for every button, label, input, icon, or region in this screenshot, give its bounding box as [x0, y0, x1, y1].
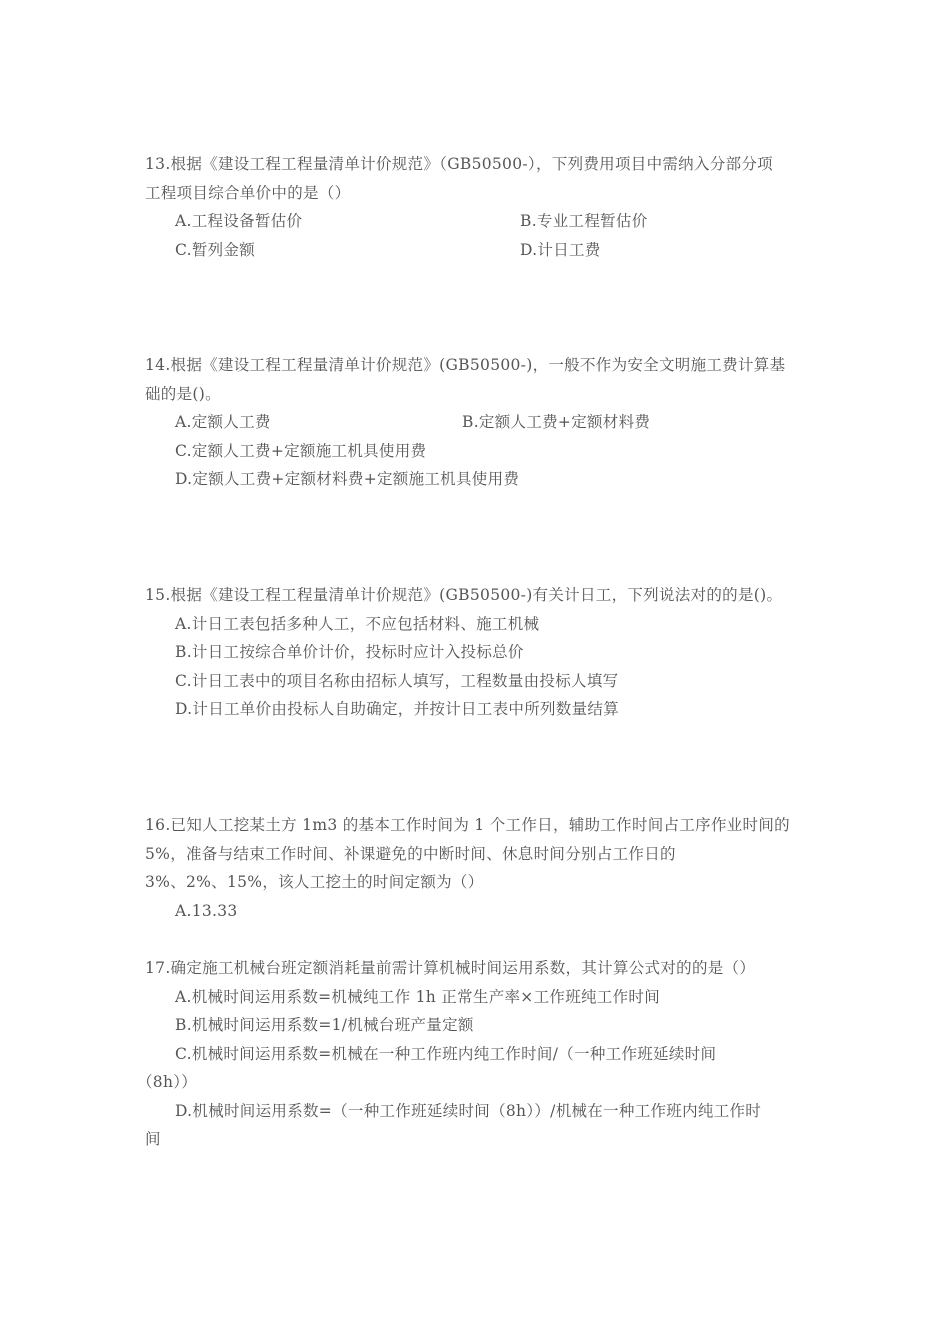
question-17: [137, 954, 815, 1154]
question-15-option-b: B.计日工按综合单价计价，投标时应计入投标总价: [175, 643, 524, 661]
question-15-option-a: A.计日工表包括多种人工，不应包括材料、施工机械: [175, 614, 540, 633]
question-13-option-a: A.工程设备暂估价: [175, 212, 303, 230]
question-13-stem-line-2: 工程项目综合单价中的是（）: [145, 183, 351, 202]
question-14-option-c: C.定额人工费+定额施工机具使用费: [175, 441, 427, 460]
question-16-stem-line-1: 16.已知人工挖某土方 1m3 的基本工作时间为 1 个工作日，辅助工作时间占工序作业时间的: [145, 816, 790, 834]
question-17-stem-line-1: 17.确定施工机械台班定额消耗量前需计算机械时间运用系数，其计算公式对的的是（）: [145, 959, 756, 977]
question-16-stem-line-3: 3%、2%、15%，该人工挖土的时间定额为（）: [145, 873, 484, 891]
question-17-option-b: B.机械时间运用系数=1/机械台班产量定额: [175, 1016, 474, 1034]
question-14-option-d: D.定额人工费+定额材料费+定额施工机具使用费: [175, 470, 520, 488]
question-15-option-d: D.计日工单价由投标人自助确定，并按计日工表中所列数量结算: [175, 700, 620, 718]
question-13-stem-line-1: 13.根据《建设工程工程量清单计价规范》（GB50500-），下列费用项目中需纳入分部分项: [145, 155, 773, 173]
question-17-option-c-continuation: （8h））: [137, 1073, 198, 1091]
question-17-option-c: C.机械时间运用系数=机械在一种工作班内纯工作时间/（一种工作班延续时间: [175, 1044, 717, 1063]
question-15: [145, 581, 815, 724]
question-14-stem-line-2: 础的是()。: [145, 384, 221, 403]
question-13-option-d: D.计日工费: [520, 240, 601, 259]
question-16-stem-line-2: 5%，准备与结束工作时间、补课避免的中断时间、休息时间分别占工作日的: [145, 844, 676, 863]
question-13: [145, 150, 815, 264]
question-17-option-a: A.机械时间运用系数=机械纯工作 1h 正常生产率×工作班纯工作时间: [175, 987, 660, 1006]
question-13-options-row-1: [145, 207, 815, 236]
question-13-option-c: C.暂列金额: [175, 240, 256, 259]
question-14-stem-line-1: 14.根据《建设工程工程量清单计价规范》(GB50500-)，一般不作为安全文明施工费计算基: [145, 356, 786, 374]
question-13-option-b: B.专业工程暂估价: [520, 212, 648, 230]
question-17-option-d: D.机械时间运用系数=（一种工作班延续时间（8h））/机械在一种工作班内纯工作时: [175, 1101, 762, 1120]
question-15-stem-line-1: 15.根据《建设工程工程量清单计价规范》(GB50500-)有关计日工，下列说法对的的是()。: [145, 586, 783, 604]
question-16: [145, 811, 815, 925]
question-13-options-row-2: [145, 236, 815, 265]
question-14: [145, 351, 815, 494]
question-16-option-a: A.13.33: [175, 901, 238, 920]
question-14-options-row-1: [145, 408, 815, 437]
question-14-option-a: A.定额人工费: [175, 413, 271, 431]
question-14-option-b: B.定额人工费+定额材料费: [462, 413, 651, 431]
question-17-option-d-continuation: 间: [145, 1130, 161, 1148]
question-15-option-c: C.计日工表中的项目名称由招标人填写，工程数量由投标人填写: [175, 671, 619, 690]
